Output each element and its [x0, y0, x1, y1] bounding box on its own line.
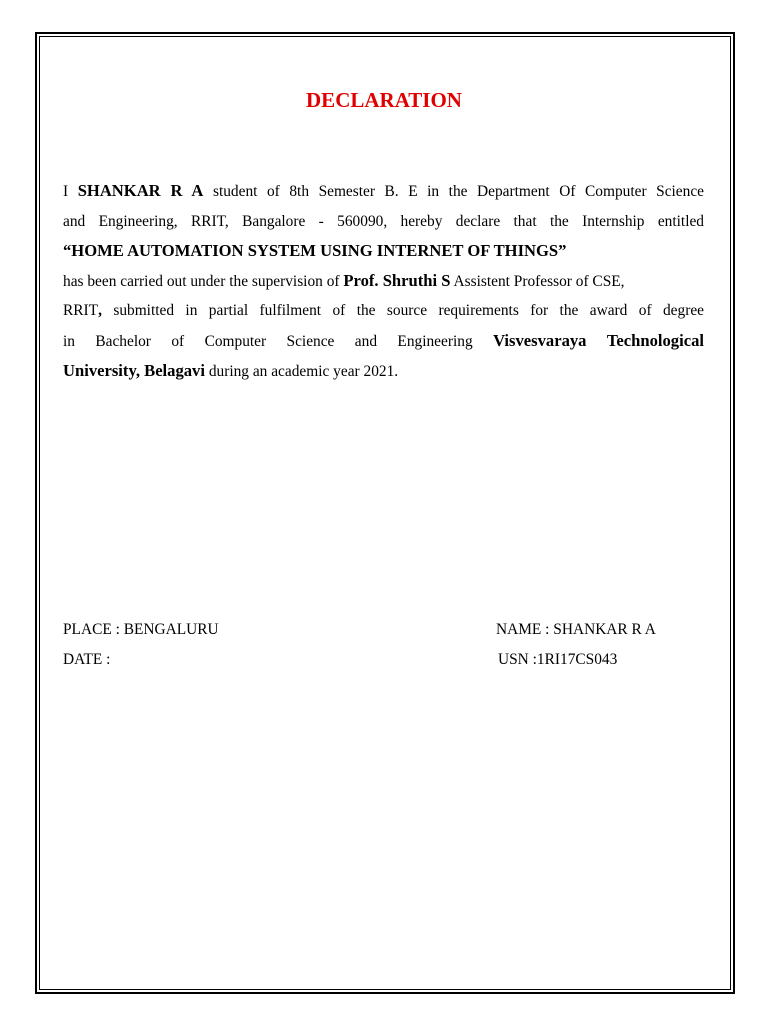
paragraph-line-1 — [63, 176, 704, 207]
paragraph-line-5 — [63, 296, 704, 326]
line-1-text: student of 8th Semester B. E in the Department Of Computer Science — [203, 183, 704, 200]
line-2-text: and Engineering, RRIT, Bangalore - 560090, hereby declare that the Internship entitled — [63, 212, 704, 230]
declaration-title: DECLARATION — [306, 88, 462, 112]
paragraph-line-4 — [63, 266, 704, 297]
paragraph-line-6 — [63, 326, 704, 357]
place-label: PLACE : BENGALURU — [63, 621, 219, 638]
paragraph-line-7 — [63, 356, 704, 387]
university-name-part-2: University, Belagavi — [63, 361, 205, 380]
name-label: NAME : SHANKAR R A — [496, 621, 656, 638]
guide-name: Prof. Shruthi S — [343, 270, 451, 290]
project-title: “HOME AUTOMATION SYSTEM USING INTERNET OF THINGS” — [63, 241, 567, 260]
student-name: SHANKAR R A — [77, 181, 204, 200]
usn-label: USN :1RI17CS043 — [498, 651, 618, 668]
date-label: DATE : — [63, 651, 111, 668]
line-5-comma: , — [98, 302, 102, 319]
declaration-paragraph — [63, 176, 704, 387]
line-4-text: has been carried out under the supervision of — [63, 272, 344, 290]
line-5-institute: RRIT — [63, 302, 99, 319]
line-1-prefix: I — [63, 183, 78, 200]
line-7-text: during an academic year 2021. — [204, 363, 399, 380]
line-4-suffix: Assistent Professor of CSE, — [450, 272, 625, 290]
line-6-text: in Bachelor of Computer Science and Engineering — [63, 332, 494, 350]
line-5-text: submitted in partial fulfilment of the source requirements for the award of degree — [101, 302, 704, 319]
university-name-part-1: Visvesvaraya Technological — [493, 330, 704, 350]
paragraph-line-2 — [63, 207, 704, 237]
